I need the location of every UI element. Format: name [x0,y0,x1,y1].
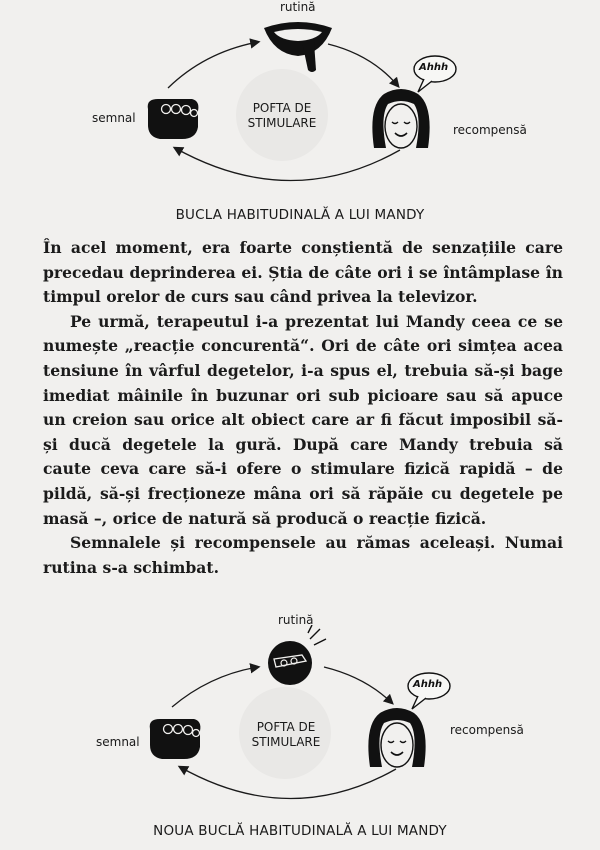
craving-line-1: POFTA DE [252,101,312,115]
smiling-face-icon [364,705,430,785]
smiling-face-icon [368,86,434,166]
paragraph-1: În acel moment, era foarte conștientă de senzațiile care precedau deprinderea ei. Știa de câte ori i se întâmplase în timpul orelor de curs sau când privea la televizor. [43,238,563,307]
mouth-icon [262,16,334,74]
caption-top: BUCLA HABITUDINALĂ A LUI MANDY [175,207,425,223]
habit-loop-diagram-top [0,0,600,200]
routine-label: rutină [278,613,314,627]
habit-loop-diagram-bottom [0,615,600,825]
craving-line-2: STIMULARE [247,116,317,130]
speech-bubble-text: Ahhh [419,62,449,73]
speech-bubble-icon [406,671,452,711]
body-text [43,236,563,580]
craving-label [236,720,336,750]
fist-icon [146,715,204,761]
paragraph-2: Pe urmă, terapeutul i-a prezentat lui Mandy ceea ce se numește „reacție concurentă“. Ori de câte ori simțea acea tensiune în vârful degetelor, i-a spus el, trebuia să-și bage imediat mâinile în buzunar ori sub picioare sau să apuce un creion sau orice alt obiect care ar fi făcut imposibil să-și ducă degetele la gură. După care Mandy trebuia să caute ceva care să-i ofere o stimulare fizică rapidă – de pildă, să-și frecționeze mâna ori să răpăie cu degetele pe masă –, orice de natură să producă o reacție fizică. [43,311,563,528]
speech-bubble-icon [412,54,458,94]
craving-label [232,101,332,131]
cue-label: semnal [96,735,140,749]
reward-label: recompensă [453,123,527,137]
reward-label: recompensă [450,723,524,737]
paragraph-3: Semnalele și recompensele au rămas aceleași. Numai rutina s-a schimbat. [43,533,563,577]
craving-line-1: POFTA DE [256,720,316,734]
cue-label: semnal [92,111,136,125]
caption-bottom: NOUA BUCLĂ HABITUDINALĂ A LUI MANDY [153,823,447,839]
craving-line-2: STIMULARE [251,735,321,749]
routine-label: rutină [280,0,316,14]
hand-rubbing-icon [262,625,328,691]
speech-bubble-text: Ahhh [413,679,443,690]
fist-icon [144,95,202,141]
